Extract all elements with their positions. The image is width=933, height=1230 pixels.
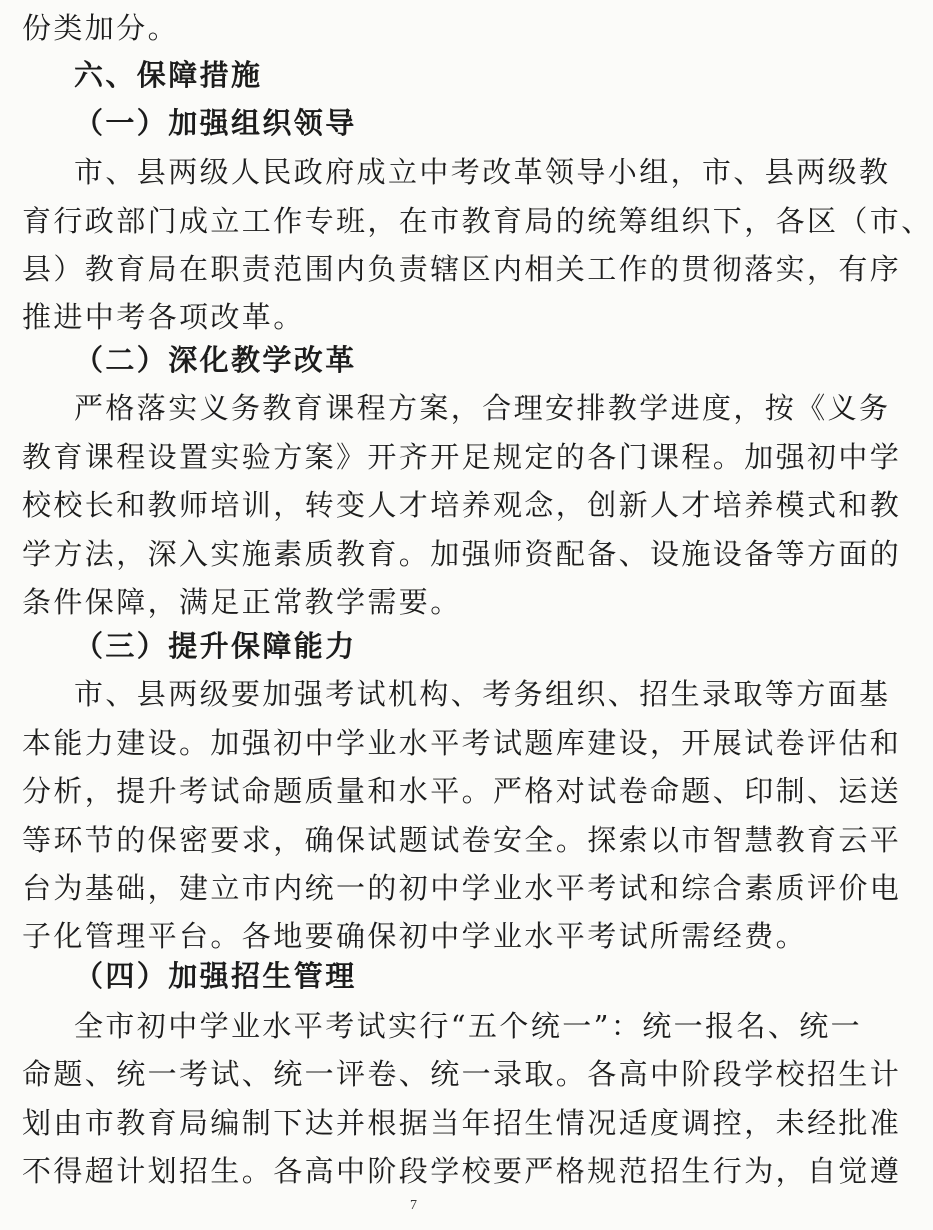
- text-line: 校校长和教师培训，转变人才培养观念，创新人才培养模式和教: [22, 488, 902, 522]
- text-line: 市、县两级要加强考试机构、考务组织、招生录取等方面基: [74, 677, 891, 711]
- text-line: 等环节的保密要求，确保试题试卷安全。探索以市智慧教育云平: [22, 823, 902, 857]
- text-line: 推进中考各项改革。: [22, 300, 305, 334]
- text-line: 命题、统一考试、统一评卷、统一录取。各高中阶段学校招生计: [22, 1057, 902, 1091]
- section-heading: 六、保障措施: [74, 58, 263, 92]
- text-line: 分析，提升考试命题质量和水平。严格对试卷命题、印制、运送: [22, 774, 902, 808]
- text-line: 本能力建设。加强初中学业水平考试题库建设，开展试卷评估和: [22, 726, 902, 760]
- text-line: 严格落实义务教育课程方案，合理安排教学进度，按《义务: [74, 391, 891, 425]
- text-line: 学方法，深入实施素质教育。加强师资配备、设施设备等方面的: [22, 537, 902, 571]
- text-line: 教育课程设置实验方案》开齐开足规定的各门课程。加强初中学: [22, 440, 902, 474]
- text-line: 子化管理平台。各地要确保初中学业水平考试所需经费。: [22, 919, 808, 953]
- text-line: 全市初中学业水平考试实行“五个统一”：统一报名、统一: [74, 1009, 863, 1043]
- text-line: 育行政部门成立工作专班，在市教育局的统筹组织下，各区（市、: [22, 204, 933, 238]
- text-line: 条件保障，满足正常教学需要。: [22, 585, 462, 619]
- subsection-heading: （四）加强招生管理: [74, 959, 357, 993]
- text-line: 划由市教育局编制下达并根据当年招生情况适度调控，未经批准: [22, 1106, 902, 1140]
- text-line: 县）教育局在职责范围内负责辖区内相关工作的贯彻落实，有序: [22, 252, 902, 286]
- page-number: 7: [410, 1198, 417, 1213]
- subsection-heading: （一）加强组织领导: [74, 106, 357, 140]
- subsection-heading: （三）提升保障能力: [74, 629, 357, 663]
- subsection-heading: （二）深化教学改革: [74, 343, 357, 377]
- text-line: 台为基础，建立市内统一的初中学业水平考试和综合素质评价电: [22, 871, 902, 905]
- text-line: 份类加分。: [22, 11, 180, 45]
- text-line: 不得超计划招生。各高中阶段学校要严格规范招生行为，自觉遵: [22, 1154, 902, 1188]
- text-line: 市、县两级人民政府成立中考改革领导小组，市、县两级教: [74, 155, 891, 189]
